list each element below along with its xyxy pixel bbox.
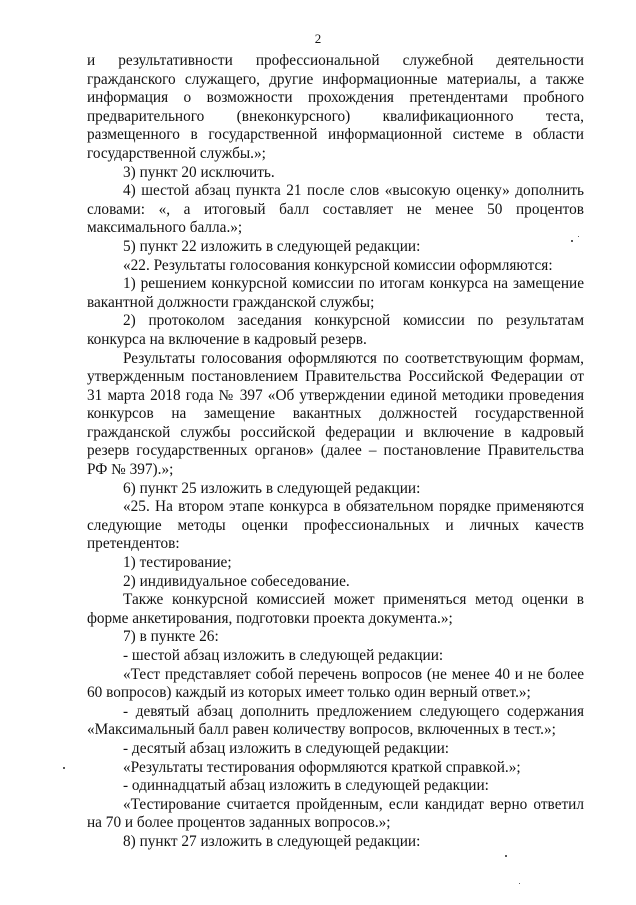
paragraph: 4) шестой абзац пункта 21 после слов «высокую оценку» дополнить словами: «, а итоговый балл составляет не менее 50 процентов максимального балла.»; <box>87 182 584 237</box>
paragraph: 2) индивидуальное собеседование. <box>123 572 350 590</box>
paragraph: - одиннадцатый абзац изложить в следующей редакции: <box>123 777 489 795</box>
paragraph: 1) тестирование; <box>123 554 232 572</box>
paragraph: Также конкурсной комиссией может применяться метод оценки в форме анкетирования, подготовки проекта документа.»; <box>87 591 584 627</box>
page-number: 2 <box>314 31 322 46</box>
paragraph: 5) пункт 22 изложить в следующей редакции: <box>123 237 421 255</box>
scan-speck <box>63 767 65 769</box>
paragraph: «Результаты тестирования оформляются краткой справкой.»; <box>123 758 521 776</box>
scan-speck <box>571 240 573 242</box>
paragraph: 1) решением конкурсной комиссии по итогам конкурса на замещение вакантной должности гражданской службы; <box>87 275 584 311</box>
scan-speck <box>505 855 507 857</box>
paragraph: и результативности профессиональной служебной деятельности гражданского служащего, другие информационные материалы, а также информация о возможности прохождения претендентами пробного предварительного (внеконкурсного) квалификационного теста, размещенного в государственной информационной системе в области государственной службы.»; <box>87 52 584 162</box>
paragraph: 8) пункт 27 изложить в следующей редакции: <box>123 832 421 850</box>
document-body <box>87 52 584 852</box>
paragraph: «Тестирование считается пройденным, если кандидат верно ответил на 70 и более процентов заданных вопросов.»; <box>87 795 584 832</box>
paragraph: - шестой абзац изложить в следующей редакции: <box>123 647 444 664</box>
paragraph: «22. Результаты голосования конкурсной комиссии оформляются: <box>123 256 553 274</box>
paragraph: 7) в пункте 26: <box>123 628 219 646</box>
paragraph: - десятый абзац изложить в следующей редакции: <box>123 739 449 757</box>
paragraph: Результаты голосования оформляются по соответствующим формам, утвержденным постановлением Правительства Российской Федерации от 31 марта 2018 года № 397 «Об утверждении единой методики проведения конкурсов на замещение вакантных должностей государственной гражданской службы российской федерации и включение в кадровый резерв государственных органов» (далее – постановление Правительства РФ № 397).»; <box>87 349 584 479</box>
paragraph: 6) пункт 25 изложить в следующей редакции: <box>123 479 421 497</box>
scan-speck <box>519 883 520 884</box>
paragraph: 2) протоколом заседания конкурсной комиссии по результатам конкурса на включение в кадровый резерв. <box>87 312 584 348</box>
paragraph: «25. На втором этапе конкурса в обязательном порядке применяются следующие методы оценки профессиональных и личных качеств претендентов: <box>87 498 584 553</box>
paragraph: 3) пункт 20 исключить. <box>123 163 275 181</box>
paragraph: - девятый абзац дополнить предложением следующего содержания «Максимальный балл равен количеству вопросов, включенных в тест.»; <box>87 702 584 739</box>
paragraph: «Тест представляет собой перечень вопросов (не менее 40 и не более 60 вопросов) каждый из которых имеет только один верный ответ.»; <box>87 665 584 702</box>
scan-speck <box>578 236 579 237</box>
